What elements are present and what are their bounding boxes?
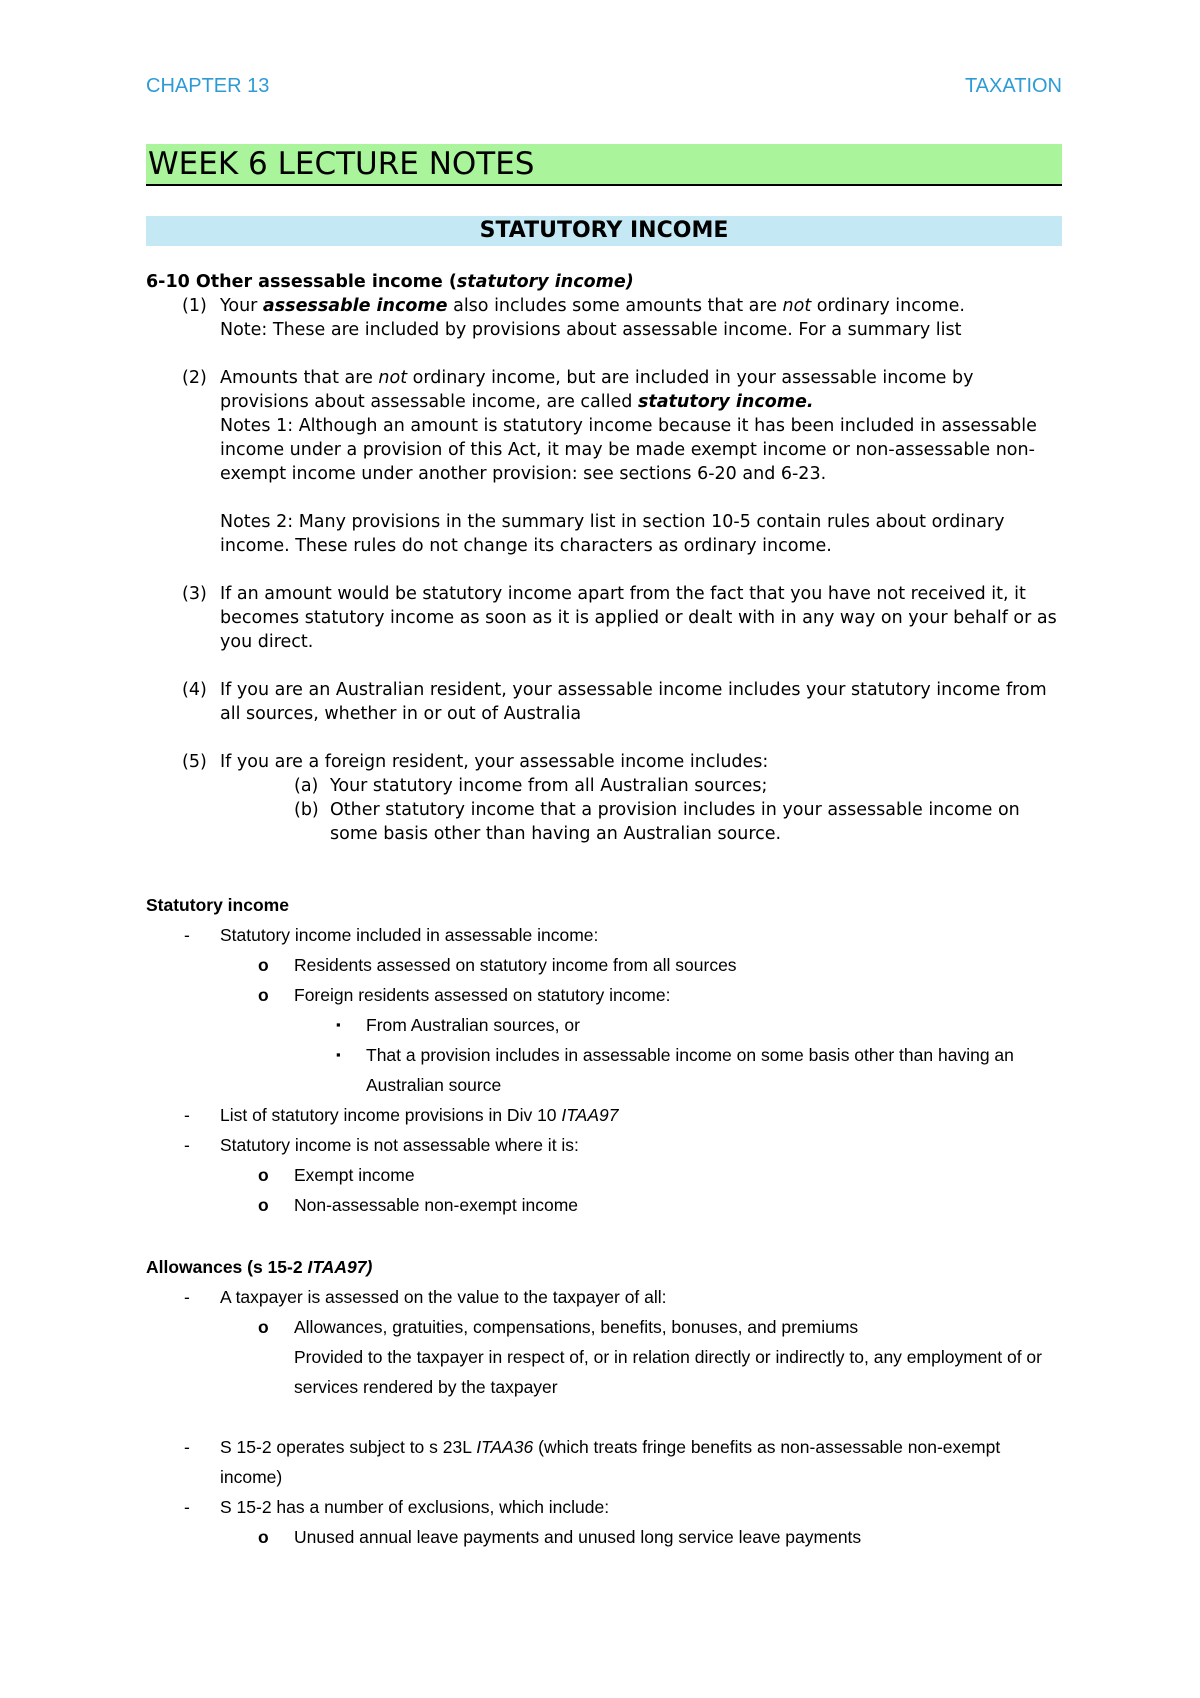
- subsection-4: [146, 678, 1062, 726]
- dash-bullet: -: [184, 1287, 190, 1307]
- dash-bullet: -: [184, 925, 190, 945]
- list-item-text: S 15-2 operates subject to s 23L: [220, 1437, 477, 1457]
- section-banner: [146, 216, 1062, 246]
- square-bullet: ▪: [336, 1017, 341, 1032]
- page-title: WEEK 6 LECTURE NOTES: [148, 146, 535, 182]
- dash-bullet: -: [184, 1105, 190, 1125]
- statute-heading: [146, 270, 1062, 294]
- subsection-note-1: Notes 1: Although an amount is statutory income because it has been included in assessable income under a provision of this Act, it may be made exempt income or non-assessable non-exempt income under another provision: see sections 6-20 and 6-23.: [220, 416, 1037, 484]
- list-item-text: That a provision includes in assessable income on some basis other than having an Australian source: [366, 1045, 1014, 1095]
- list-item-text: Allowances, gratuities, compensations, benefits, bonuses, and premiums: [294, 1317, 859, 1337]
- dash-bullet: -: [184, 1437, 190, 1457]
- circle-bullet: o: [258, 1195, 269, 1215]
- list-item-text: (which treats fringe benefits as non-assessable non-exempt income): [220, 1437, 1001, 1487]
- statutory-income-notes: [146, 890, 1062, 1220]
- statute-heading-text: 6-10 Other assessable income (: [146, 272, 457, 292]
- subsection-text: [220, 294, 1062, 318]
- defined-term: statutory income.: [637, 392, 814, 412]
- text-run: also includes some amounts that are: [447, 296, 783, 316]
- paragraph-text: Your statutory income from all Australian sources;: [330, 776, 768, 796]
- dash-bullet: -: [184, 1497, 190, 1517]
- paragraph-a: [146, 774, 1062, 798]
- circle-bullet: o: [258, 1527, 269, 1547]
- subsection-text: If you are an Australian resident, your assessable income includes your statutory income from all sources, whether in or out of Australia: [220, 680, 1047, 724]
- list-item: [146, 920, 1062, 950]
- paragraph-number: (a): [294, 776, 319, 796]
- emphasis: not: [782, 296, 812, 316]
- list-item: [146, 1492, 1062, 1522]
- act-name: ITAA97: [561, 1105, 619, 1125]
- list-item-text: Statutory income included in assessable income:: [220, 925, 599, 945]
- list-item-text: Unused annual leave payments and unused long service leave payments: [294, 1527, 862, 1547]
- subsection-number: (2): [182, 368, 207, 388]
- list-item-continuation: Provided to the taxpayer in respect of, or in relation directly or indirectly to, any employment of or services rendered by the taxpayer: [294, 1347, 1042, 1397]
- list-item: [146, 1432, 1062, 1492]
- square-bullet: ▪: [336, 1047, 341, 1062]
- circle-bullet: o: [258, 1317, 269, 1337]
- dash-bullet: -: [184, 1135, 190, 1155]
- notes-heading-text: Allowances (s 15-2: [146, 1257, 308, 1277]
- text-run: Amounts that are: [220, 368, 379, 388]
- subsection-2: [146, 366, 1062, 558]
- list-item: [146, 1522, 1062, 1552]
- defined-term: assessable income: [262, 296, 448, 316]
- list-item: [146, 980, 1062, 1010]
- text-run: ordinary income.: [811, 296, 965, 316]
- list-item-text: List of statutory income provisions in Div 10: [220, 1105, 562, 1125]
- emphasis: not: [378, 368, 408, 388]
- subsection-1: [146, 294, 1062, 342]
- list-item: [146, 1010, 1062, 1040]
- subsection-text: If an amount would be statutory income apart from the fact that you have not received it, it becomes statutory income as soon as it is applied or dealt with in any way on your behalf or as you direct.: [220, 584, 1057, 652]
- circle-bullet: o: [258, 1165, 269, 1185]
- statute-extract: [146, 270, 1062, 846]
- subsection-number: (5): [182, 752, 207, 772]
- list-item-text: Residents assessed on statutory income from all sources: [294, 955, 737, 975]
- text-run: Your: [220, 296, 263, 316]
- subsection-text: [220, 366, 1062, 414]
- list-item: [146, 1160, 1062, 1190]
- subsection-note: Note: These are included by provisions about assessable income. For a summary list: [220, 320, 962, 340]
- paragraph-text: Other statutory income that a provision includes in your assessable income on some basis other than having an Australian source.: [330, 800, 1020, 844]
- notes-heading: [146, 1252, 1062, 1282]
- list-item: [146, 1312, 1062, 1342]
- list-item-text: A taxpayer is assessed on the value to the taxpayer of all:: [220, 1287, 667, 1307]
- section-title: STATUTORY INCOME: [479, 218, 729, 243]
- circle-bullet: o: [258, 955, 269, 975]
- text-run: ordinary income, but are included in your assessable income by provisions about assessable income, are called: [220, 368, 974, 412]
- subject-label: TAXATION: [964, 75, 1062, 97]
- title-banner: [146, 144, 1062, 186]
- list-item-text: From Australian sources, or: [366, 1015, 580, 1035]
- list-item-text: Non-assessable non-exempt income: [294, 1195, 579, 1215]
- paragraph-b: [146, 798, 1062, 846]
- subsection-number: (4): [182, 680, 207, 700]
- subsection-number: (1): [182, 296, 207, 316]
- list-item: [146, 1190, 1062, 1220]
- list-item: [146, 1282, 1062, 1312]
- list-item-text: Foreign residents assessed on statutory income:: [294, 985, 671, 1005]
- subsection-number: (3): [182, 584, 207, 604]
- list-item-text: Exempt income: [294, 1165, 415, 1185]
- subsection-3: [146, 582, 1062, 654]
- paragraph-number: (b): [294, 800, 319, 820]
- list-item: [146, 1130, 1062, 1160]
- list-item-text: S 15-2 has a number of exclusions, which include:: [220, 1497, 610, 1517]
- list-item: [146, 950, 1062, 980]
- allowances-notes: [146, 1252, 1062, 1552]
- chapter-label: CHAPTER 13: [146, 75, 270, 97]
- subsection-5: [146, 750, 1062, 846]
- act-name: ITAA36: [476, 1437, 534, 1457]
- circle-bullet: o: [258, 985, 269, 1005]
- notes-heading: Statutory income: [146, 895, 289, 915]
- list-item: [146, 1040, 1062, 1100]
- subsection-note-2: Notes 2: Many provisions in the summary list in section 10-5 contain rules about ordinary income. These rules do not change its characters as ordinary income.: [220, 512, 1005, 556]
- list-item: [146, 1100, 1062, 1130]
- subsection-text: If you are a foreign resident, your assessable income includes:: [220, 752, 769, 772]
- act-name: ITAA97): [307, 1257, 373, 1277]
- list-item-text: Statutory income is not assessable where it is:: [220, 1135, 579, 1155]
- statute-heading-italic: statutory income): [456, 272, 634, 292]
